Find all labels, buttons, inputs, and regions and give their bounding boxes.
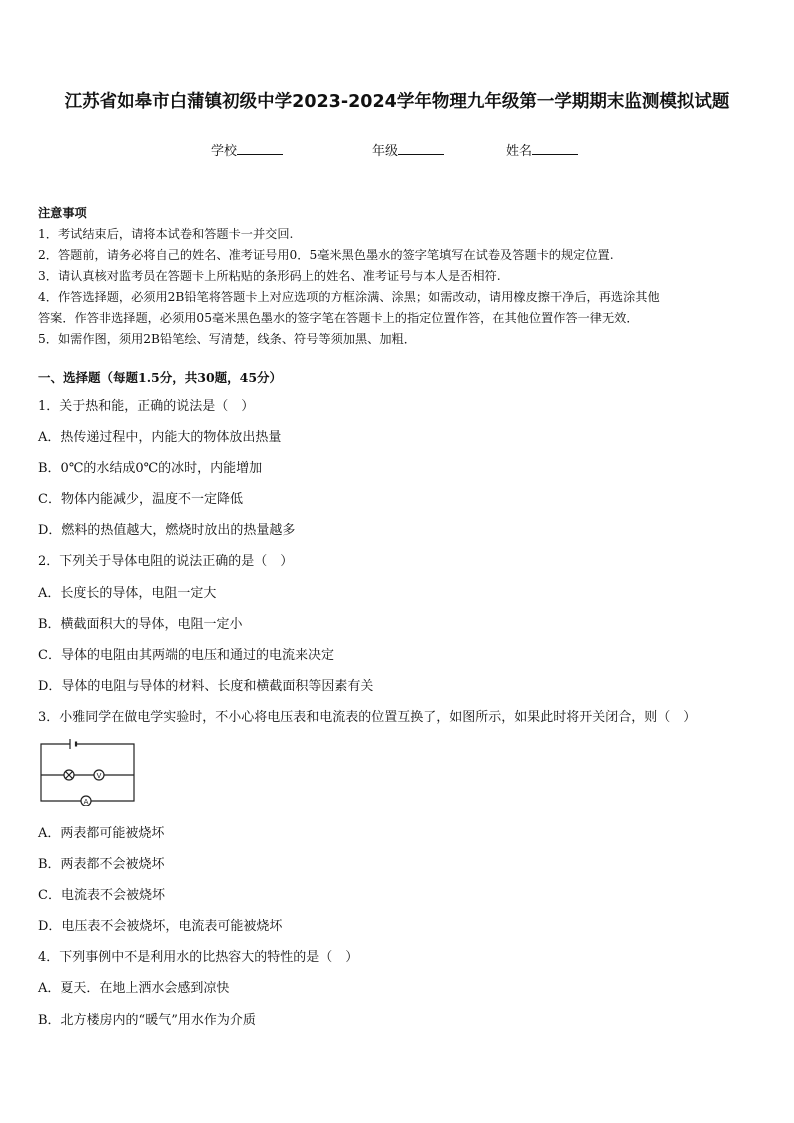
ammeter-label: A — [83, 798, 89, 806]
name-field — [506, 140, 578, 159]
question-option: D．电压表不会被烧坏，电流表可能被烧坏 — [38, 919, 283, 934]
student-info-row — [0, 140, 794, 160]
question-option: C．导体的电阻由其两端的电压和通过的电流来决定 — [38, 648, 334, 663]
question-option: D．导体的电阻与导体的材料、长度和横截面积等因素有关 — [38, 679, 374, 694]
notice-item: 5．如需作图，须用2B铅笔绘、写清楚，线条、符号等须加黑、加粗． — [38, 332, 416, 346]
circuit-diagram — [38, 738, 138, 806]
notice-item: 答案．作答非选择题，必须用05毫米黑色墨水的签字笔在答题卡上的指定位置作答，在其他位置作答一律无效． — [38, 311, 639, 325]
question-option: A．夏天．在地上洒水会感到凉快 — [38, 981, 230, 996]
question-option: A．热传递过程中，内能大的物体放出热量 — [38, 430, 282, 445]
name-blank — [532, 142, 578, 155]
notice-heading: 注意事项 — [38, 206, 87, 220]
voltmeter-label: V — [96, 772, 102, 780]
question-option: A．长度长的导体，电阻一定大 — [38, 586, 217, 601]
grade-field — [372, 140, 444, 159]
question-option: B．横截面积大的导体，电阻一定小 — [38, 617, 243, 632]
question-option: C．物体内能减少，温度不一定降低 — [38, 492, 243, 507]
school-label: 学校 — [211, 144, 238, 159]
question-option: B．0℃的水结成0℃的冰时，内能增加 — [38, 461, 263, 476]
question-option: B．北方楼房内的“暖气”用水作为介质 — [38, 1013, 256, 1028]
notice-block — [38, 203, 760, 350]
question-stem: 2．下列关于导体电阻的说法正确的是（ ） — [38, 554, 294, 569]
grade-label: 年级 — [372, 144, 399, 159]
section-title: 一、选择题（每题1.5分，共30题，45分） — [38, 370, 283, 385]
question-stem: 4．下列事例中不是利用水的比热容大的特性的是（ ） — [38, 950, 359, 965]
school-field — [211, 140, 283, 159]
question-stem: 3．小雅同学在做电学实验时，不小心将电压表和电流表的位置互换了，如图所示，如果此时将开关闭合，则（ ） — [38, 710, 697, 725]
question-option: C．电流表不会被烧坏 — [38, 888, 165, 903]
name-label: 姓名 — [506, 144, 533, 159]
notice-item: 4．作答选择题，必须用2B铅笔将答题卡上对应选项的方框涂满、涂黑；如需改动，请用橡皮擦干净后，再选涂其他 — [38, 290, 660, 304]
question-option: A．两表都可能被烧坏 — [38, 826, 165, 841]
school-blank — [237, 142, 283, 155]
question-stem: 1．关于热和能，正确的说法是（ ） — [38, 399, 255, 414]
question-option: D．燃料的热值越大，燃烧时放出的热量越多 — [38, 523, 296, 538]
notice-item: 1．考试结束后，请将本试卷和答题卡一并交回. — [38, 227, 294, 241]
question-option: B．两表都不会被烧坏 — [38, 857, 165, 872]
grade-blank — [398, 142, 444, 155]
circuit-wire — [41, 744, 134, 801]
notice-item: 3．请认真核对监考员在答题卡上所粘贴的条形码上的姓名、准考证号与本人是否相符. — [38, 269, 501, 283]
exam-title: 江苏省如皋市白蒲镇初级中学2023-2024学年物理九年级第一学期期末监测模拟试题 — [64, 92, 730, 112]
notice-item: 2．答题前，请务必将自己的姓名、准考证号用0．5毫米黑色墨水的签字笔填写在试卷及答题卡的规定位置. — [38, 248, 614, 262]
